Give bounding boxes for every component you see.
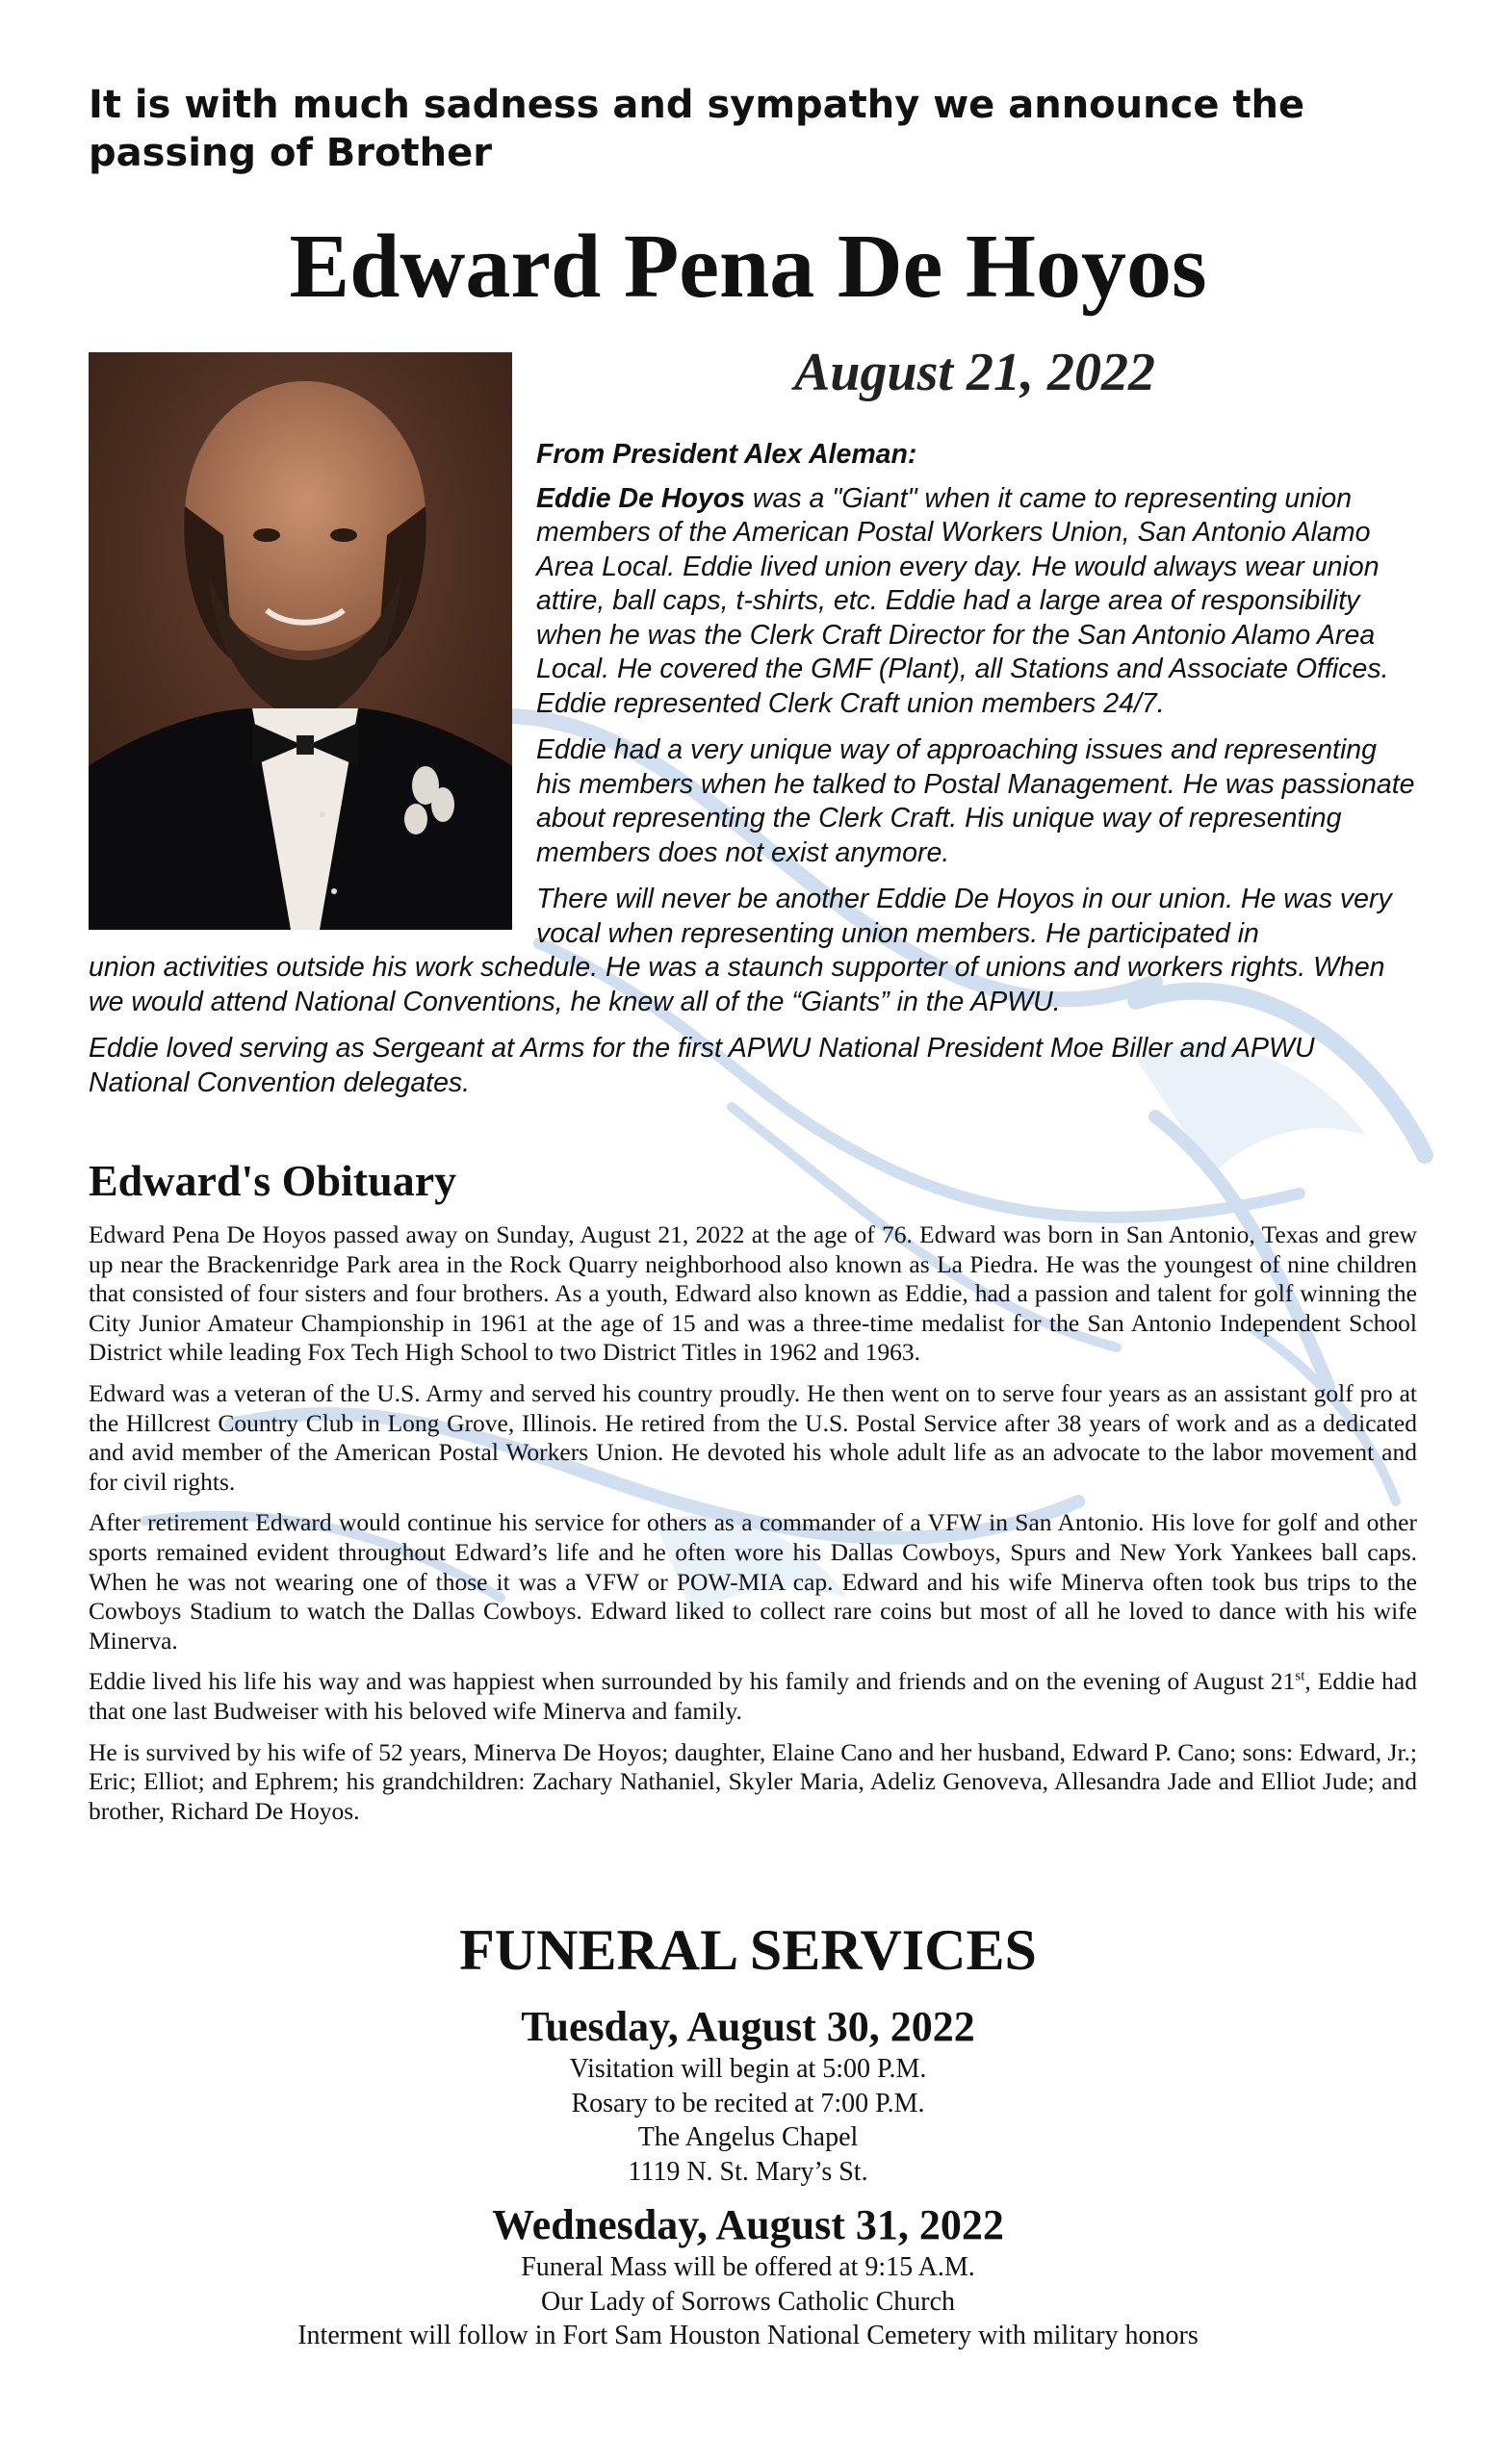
service-day-2 [0,2200,1496,2353]
service-day-2-line: Our Lady of Sorrows Catholic Church [540,2286,956,2317]
obituary-paragraph-2: Edward was a veteran of the U.S. Army and served his country proudly. He then went on to serve four years as an assistant golf pro at the Hillcrest Country Club in Long Grove, Illinois. He retired from the U.S. Postal Service after 38 years of work and as a dedicated and avid member of the American Postal Workers Union. He devoted his whole adult life as an advocate to the labor movement and for civil rights. [89,1378,1417,1496]
obituary-body [89,1220,1417,1837]
service-day-2-line: Funeral Mass will be offered at 9:15 A.M. [521,2252,975,2282]
ordinal-suffix: st [1295,1668,1305,1684]
eddie-name-bold: Eddie De Hoyos [536,482,745,514]
service-day-1 [0,2002,1496,2189]
service-day-1-line: The Angelus Chapel [637,2122,859,2152]
obituary-title: Edward's Obituary [89,1156,457,1205]
service-day-1-line: Rosary to be recited at 7:00 P.M. [571,2088,925,2118]
obituary-paragraph-3: After retirement Edward would continue his service for others as a commander of a VFW in San Antonio. His love for golf and other sports remained evident throughout Edward’s life and he often wore his Dallas Cowboys, Spurs and New York Yankees ball caps. When he was not wearing one of those it was a VFW or POW-MIA cap. Edward and his wife Minerva often took bus trips to the Cowboys Stadium to watch the Dallas Cowboys. Edward liked to collect rare coins but most of all he loved to dance with his wife Minerva. [89,1508,1417,1655]
service-day-1-line: Visitation will begin at 5:00 P.M. [569,2054,927,2084]
obituary-paragraph-5: He is survived by his wife of 52 years, Minerva De Hoyos; daughter, Elaine Cano and her husband, Edward P. Cano; sons: Edward, Jr.; Eric; Elliot; and Ephrem; his grandchildren: Zachary Nathaniel, Skyler Maria, Adeliz Genoveva, Allesandra Jade and Elliot Jude; and brother, Richard De Hoyos. [89,1737,1417,1825]
president-paragraph-3-text: union activities outside his work schedule. He was a staunch supporter of unions and workers rights. When we would attend National Conventions, he knew all of the “Giants” in the APWU. [89,952,1385,1017]
obituary-paragraph-1: Edward Pena De Hoyos passed away on Sunday, August 21, 2022 at the age of 76. Edward was born in San Antonio, Texas and grew up near the Brackenridge Park area in the Rock Quarry neighborhood also known as La Piedra. He was the youngest of nine children that consisted of four sisters and four brothers. As a youth, Edward also known as Eddie, had a passion and talent for golf winning the City Junior Amateur Championship in 1961 at the age of 15 and was a three-time medalist for the San Antonio Independent School District while leading Fox Tech High School to two District Titles in 1962 and 1963. [89,1220,1417,1367]
service-day-1-line: 1119 N. St. Mary’s St. [628,2156,868,2187]
service-day-2-date: Wednesday, August 31, 2022 [492,2201,1004,2248]
president-message [89,438,1417,1113]
president-paragraph-4: Eddie loved serving as Sergeant at Arms for the first APWU National President Moe Biller and APWU National Convention delegates. [89,1033,1315,1098]
funeral-services-title: FUNERAL SERVICES [459,1918,1037,1982]
president-paragraph-1 [536,482,1417,722]
president-paragraph-1-text: was a "Giant" when it came to representing union members of the American Postal Workers Union, San Antonio Alamo Area Local. Eddie lived union every day. He would always wear union attire, ball caps, t-shirts, etc. Eddie had a large area of responsibility when he was the Clerk Craft Director for the San Antonio Alamo Area Local. He covered the GMF (Plant), all Stations and Associate Offices. Eddie represented Clerk Craft union members 24/7. [536,482,1389,719]
president-paragraph-3-lead: There will never be another Eddie De Hoyos in our union. He was very vocal when representing union members. He participated in [536,884,1392,949]
service-day-1-date: Tuesday, August 30, 2022 [521,2003,975,2050]
deceased-name: Edward Pena De Hoyos [289,217,1207,317]
obituary-paragraph-4-b: , Eddie had that one last Budweiser with his beloved wife Minerva and family. [89,1667,1417,1725]
president-paragraph-2: Eddie had a very unique way of approaching issues and representing his members when he talked to Postal Management. He was passionate about representing the Clerk Craft. His unique way of representing members does not exist anymore. [536,734,1415,868]
announcement-intro: It is with much sadness and sympathy we announce the passing of Brother [89,83,1305,175]
service-day-2-line: Interment will follow in Fort Sam Houston National Cemetery with military honors [297,2321,1199,2350]
obituary-paragraph-4 [89,1667,1417,1726]
president-message-heading: From President Alex Aleman: [536,439,917,470]
passing-date: August 21, 2022 [794,343,1155,402]
president-paragraph-3 [89,883,1417,1019]
obituary-paragraph-4-a: Eddie lived his life his way and was happiest when surrounded by his family and friends and on the evening of August 21 [89,1667,1296,1696]
